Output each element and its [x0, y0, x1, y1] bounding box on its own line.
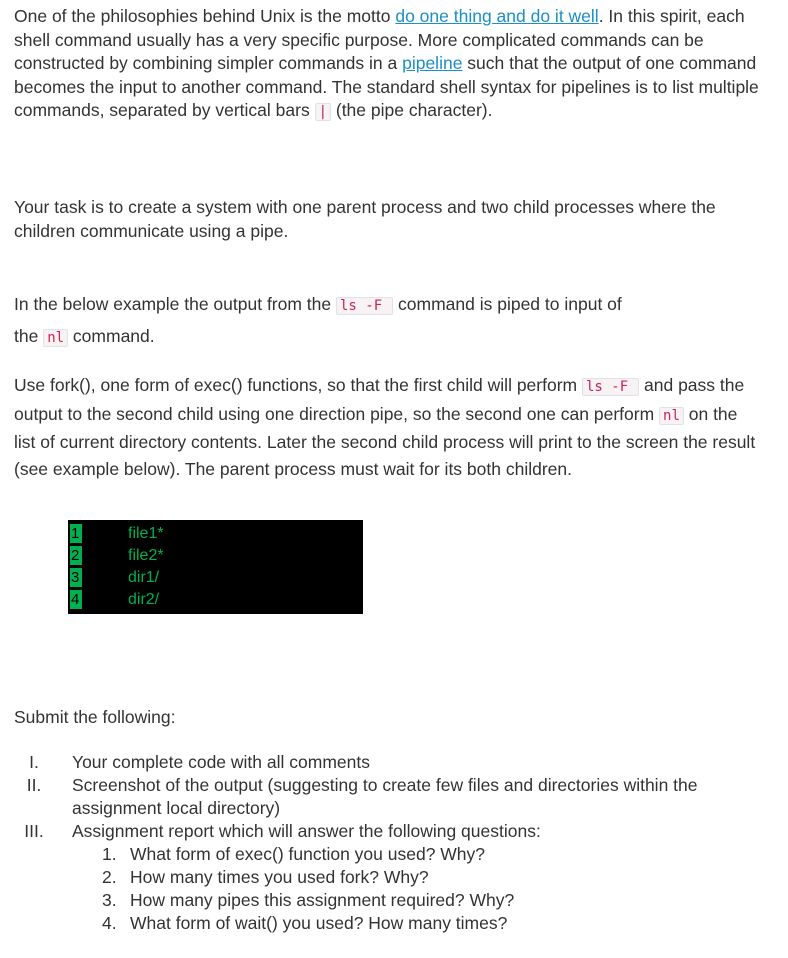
file-name: dir1/: [128, 569, 160, 586]
file-name: file1*: [128, 525, 164, 542]
list-marker: II.: [26, 775, 42, 795]
list-marker: III.: [24, 821, 44, 841]
terminal-row: [68, 523, 363, 544]
file-name: file2*: [128, 547, 164, 564]
task-paragraph: Your task is to create a system with one parent process and two child processes where the children communicate using a pipe.: [14, 197, 716, 241]
question-item: How many pipes this assignment required? Why?: [130, 890, 515, 910]
nl-code: nl: [659, 407, 684, 425]
instructions-text: Use fork(), one form of exec() functions, so that the first child will perform: [14, 375, 582, 395]
line-number: 4: [70, 590, 82, 609]
intro-text: (the pipe character).: [331, 100, 493, 120]
example-text: the: [14, 326, 44, 346]
terminal-output: [68, 520, 363, 614]
list-item: Assignment report which will answer the following questions:: [72, 821, 541, 841]
submit-heading: Submit the following:: [14, 707, 176, 727]
question-marker: 4.: [102, 913, 117, 933]
list-marker: I.: [29, 752, 39, 772]
terminal-row: [68, 545, 363, 566]
nl-code: nl: [43, 329, 68, 347]
terminal-row: [68, 567, 363, 588]
line-number: 1: [70, 524, 82, 543]
intro-text: One of the philosophies behind Unix is the motto: [14, 6, 396, 26]
example-paragraph: [14, 289, 774, 353]
instructions-text: on the list of current directory contents. Later the second child process will print to the screen the result (see example below). The parent process must wait for its both children.: [14, 403, 756, 479]
list-item: Your complete code with all comments: [72, 752, 370, 772]
line-number: 2: [70, 546, 82, 565]
question-marker: 1.: [102, 844, 117, 864]
intro-text: such that the output of one command becomes the input to another command. The standard shell syntax for pipelines is to list multiple commands, separated by vertical bars: [14, 53, 759, 120]
question-item: How many times you used fork? Why?: [130, 867, 429, 887]
example-text: command.: [68, 326, 155, 346]
intro-text: . In this spirit, each shell command usually has a very specific purpose. More complicated commands can be constructed by combining simpler commands in a: [14, 6, 745, 73]
question-marker: 2.: [102, 867, 117, 887]
terminal-row: [68, 589, 363, 610]
line-number: 3: [70, 568, 82, 587]
example-text: In the below example the output from the: [14, 294, 336, 314]
pipeline-link[interactable]: pipeline: [402, 53, 463, 73]
question-marker: 3.: [102, 890, 117, 910]
question-item: What form of wait() you used? How many times?: [130, 913, 508, 933]
instructions-paragraph: [14, 372, 759, 482]
intro-paragraph: [14, 5, 769, 125]
instructions-text: and pass the output to the second child using one direction pipe, so the second one can perform: [14, 375, 745, 424]
ls-code: ls -F: [336, 297, 393, 315]
file-name: dir2/: [128, 591, 160, 608]
motto-link[interactable]: do one thing and do it well: [395, 6, 599, 26]
question-item: What form of exec() function you used? Why?: [130, 844, 486, 864]
ls-code: ls -F: [582, 378, 639, 396]
pipe-char-code: |: [315, 103, 331, 121]
list-item: Screenshot of the output (suggesting to create few files and directories within the assignment local directory): [72, 775, 698, 818]
example-text: command is piped to input of: [393, 294, 622, 314]
